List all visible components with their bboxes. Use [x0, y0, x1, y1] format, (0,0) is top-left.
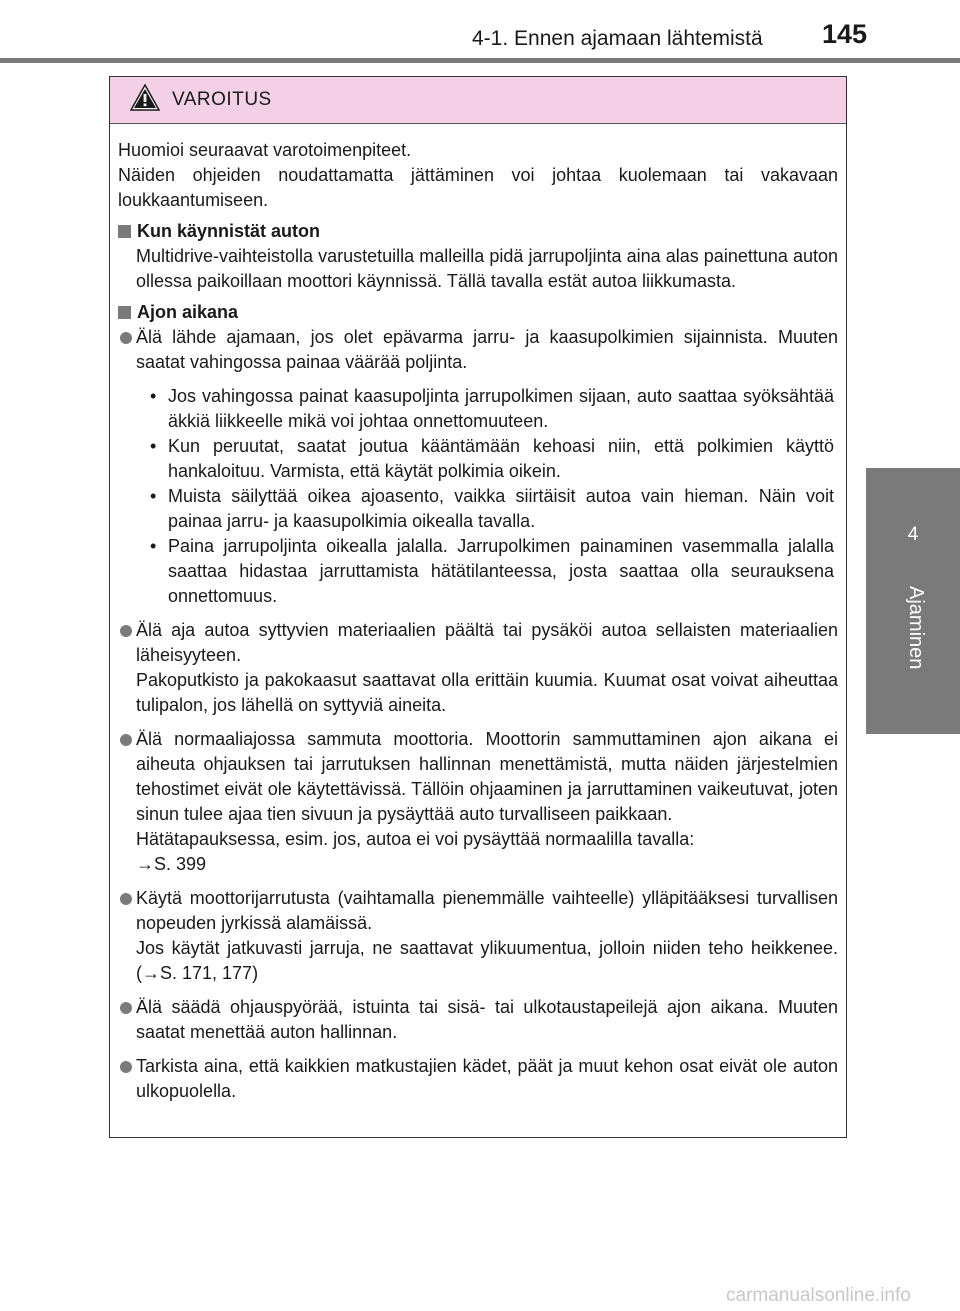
- list-item-text: Älä säädä ohjauspyörää, istuinta tai sisä- tai ulkotaustapeilejä ajon aikana. Muuten saatat menettää auton hallinnan.: [136, 997, 838, 1042]
- list-item-text: Älä lähde ajamaan, jos olet epävarma jarru- ja kaasupolkimien sijainnista. Muuten saatat vahingossa painaa väärää poljinta.: [136, 327, 838, 372]
- circle-bullet-icon: [120, 893, 132, 905]
- sub-list-item-text: Kun peruutat, saatat joutua kääntämään kehoasi niin, että polkimien käyttö hankaloituu. Varmista, että käytät polkimia oikein.: [168, 436, 834, 481]
- list-item-text: Tarkista aina, että kaikkien matkustajien kädet, päät ja muut kehon osat eivät ole auton ulkopuolella.: [136, 1056, 838, 1101]
- list-item: [118, 618, 838, 718]
- warning-intro: Huomioi seuraavat varotoimenpiteet. Näiden ohjeiden noudattamatta jättäminen voi johtaa kuolemaan tai vakavaan loukkaantumiseen.: [118, 140, 838, 210]
- list-item: [118, 995, 838, 1045]
- warning-box: [109, 76, 847, 1138]
- warning-title: VAROITUS: [172, 89, 272, 110]
- warning-triangle-icon: [130, 84, 160, 116]
- sub-list-item: • Kun peruutat, saatat joutua kääntämään kehoasi niin, että polkimien käyttö hankaloituu. Varmista, että käytät polkimia oikein.: [150, 436, 834, 481]
- sub-list-item-text: Jos vahingossa painat kaasupoljinta jarrupolkimen sijaan, auto saattaa syöksähtää äkkiä liikkeelle mikä voi johtaa onnettomuuteen.: [168, 386, 834, 431]
- circle-bullet-icon: [120, 1061, 132, 1073]
- list-item: [118, 1054, 838, 1104]
- circle-bullet-icon: [120, 734, 132, 746]
- circle-bullet-icon: [120, 1002, 132, 1014]
- page-number: 145: [822, 19, 868, 49]
- section-heading-driving: [118, 300, 838, 325]
- sub-list-item: • Muista säilyttää oikea ajoasento, vaikka siirtäisit autoa vain hieman. Näin voit painaa jarru- ja kaasupolkimia oikealla tavalla.: [150, 486, 834, 531]
- warning-header: [110, 77, 846, 124]
- chapter-number: 4: [907, 524, 919, 545]
- list-item: [118, 727, 838, 877]
- square-bullet-icon: [118, 306, 131, 319]
- section-heading-text: Ajon aikana: [137, 302, 239, 322]
- list-item-text: Älä normaaliajossa sammuta moottoria. Moottorin sammuttaminen ajon aikana ei aiheuta ohjauksen tai jarrutuksen hallinnan menettämistä, mutta näiden järjestelmien tehostimet eivät ole käytettävissä. Tällöin ohjaaminen ja jarruttaminen vaikeutuvat, joten sinun tulee ajaa tien sivuun ja pysäyttää auto turvalliseen paikkaan. Hätätapauksessa, esim. jos, autoa ei voi pysäyttää normaalilla tavalla: →S. 399: [136, 729, 838, 874]
- circle-bullet-icon: [120, 625, 132, 637]
- header-divider: [0, 58, 960, 63]
- square-bullet-icon: [118, 225, 131, 238]
- sub-list-item-text: Muista säilyttää oikea ajoasento, vaikka siirtäisit autoa vain hieman. Näin voit painaa jarru- ja kaasupolkimia oikealla tavalla.: [168, 486, 834, 531]
- section-heading-text: Kun käynnistät auton: [137, 221, 321, 241]
- chapter-label: Ajaminen: [905, 586, 927, 670]
- section-heading-starting: [118, 219, 838, 244]
- sub-list-item-text: Paina jarrupoljinta oikealla jalalla. Jarrupolkimen painaminen vasemmalla jalalla saattaa hidastaa jarruttamista hätätilanteessa, josta saattaa olla seurauksena onnettomuus.: [168, 536, 834, 606]
- sub-list-item: • Jos vahingossa painat kaasupoljinta jarrupolkimen sijaan, auto saattaa syöksähtää äkkiä liikkeelle mikä voi johtaa onnettomuuteen.: [150, 386, 834, 431]
- chapter-side-tab: [866, 468, 960, 734]
- sub-list: [136, 384, 838, 609]
- list-item: [118, 886, 838, 986]
- list-item: [118, 325, 838, 609]
- watermark: carmanualsonline.info: [726, 1285, 911, 1306]
- header-section-title: 4-1. Ennen ajamaan lähtemistä: [472, 27, 763, 50]
- circle-bullet-icon: [120, 332, 132, 344]
- sub-list-item: • Paina jarrupoljinta oikealla jalalla. Jarrupolkimen painaminen vasemmalla jalalla saattaa hidastaa jarruttamista hätätilanteessa, josta saattaa olla seurauksena onnettomuus.: [150, 536, 834, 606]
- list-item-text: Älä aja autoa syttyvien materiaalien päältä tai pysäköi autoa sellaisten materiaalien läheisyyteen. Pakoputkisto ja pakokaasut saattavat olla erittäin kuumia. Kuumat osat voivat aiheuttaa tulipalon, jos lähellä on syttyviä aineita.: [136, 620, 838, 715]
- section-body-starting: Multidrive-vaihteistolla varustetuilla malleilla pidä jarrupoljinta aina alas painettuna auton ollessa paikoillaan moottori käynnissä. Tällä tavalla estät autoa liikkumasta.: [136, 246, 838, 291]
- warning-content: [110, 124, 846, 1104]
- list-item-text: Käytä moottorijarrutusta (vaihtamalla pienemmälle vaihteelle) ylläpitääksesi turvallisen nopeuden jyrkissä alamäissä. Jos käytät jatkuvasti jarruja, ne saattavat ylikuumentua, jolloin niiden teho heikkenee. (→S. 171, 177): [136, 888, 838, 983]
